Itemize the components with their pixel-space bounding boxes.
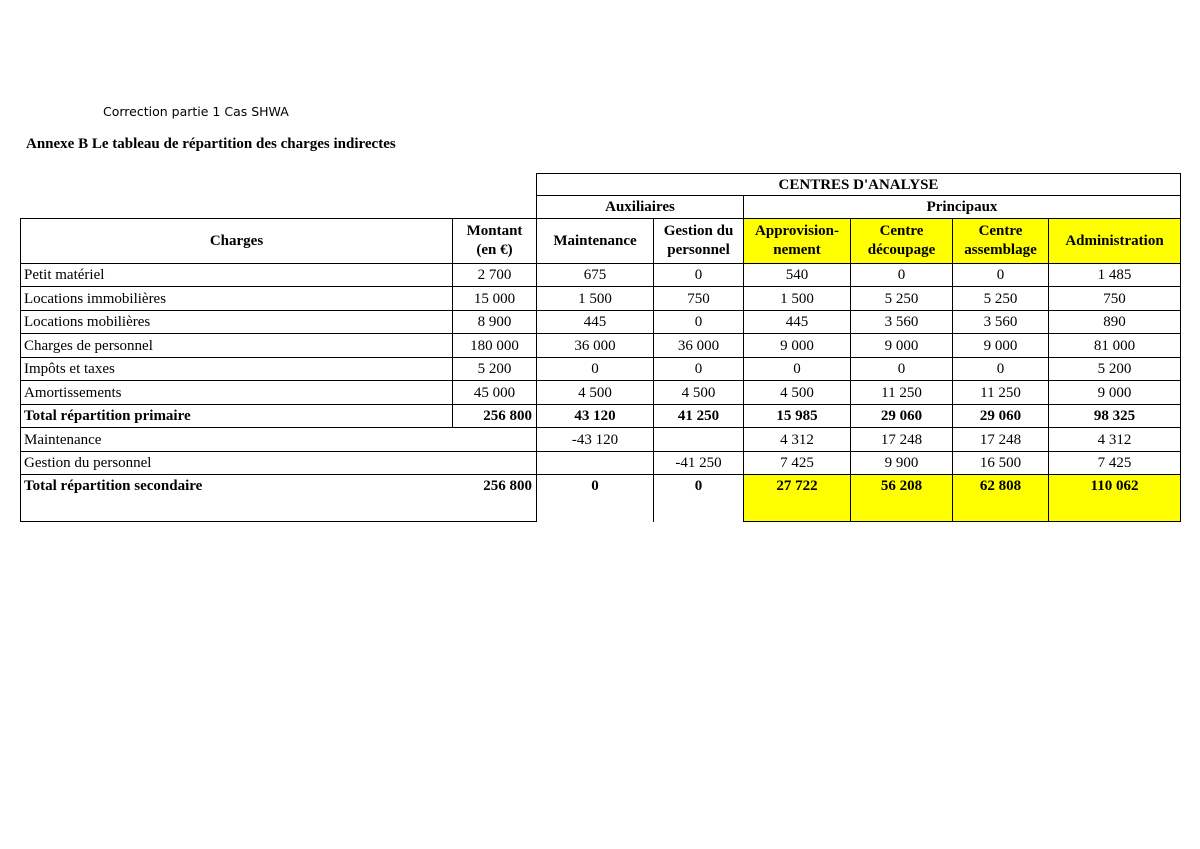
cell-maintenance: 1 500 [537, 287, 654, 311]
cell-montant: 256 800 [453, 405, 537, 428]
cell-appro: 4 500 [744, 381, 851, 405]
cell-gestion: 36 000 [654, 334, 744, 358]
cell-appro: 540 [744, 264, 851, 287]
col-header-approvisionnement: Approvision-nement [744, 219, 851, 264]
cell-decoupage: 17 248 [851, 428, 953, 452]
maintenance-distribution-row [21, 428, 1181, 452]
col-header-maintenance: Maintenance [537, 219, 654, 264]
cell-admin: 81 000 [1049, 334, 1181, 358]
cell-assemblage: 11 250 [953, 381, 1049, 405]
cell-decoupage: 11 250 [851, 381, 953, 405]
table-row [21, 287, 1181, 311]
table-row [21, 381, 1181, 405]
cell-maintenance: 0 [537, 358, 654, 381]
cell-maintenance: 675 [537, 264, 654, 287]
row-label: Total répartition secondaire [21, 475, 453, 522]
cell-appro: 4 312 [744, 428, 851, 452]
cell-montant: 256 800 [453, 475, 537, 522]
principaux-header: Principaux [744, 196, 1181, 219]
cell-decoupage: 29 060 [851, 405, 953, 428]
cell-assemblage: 0 [953, 358, 1049, 381]
cell-maintenance: 43 120 [537, 405, 654, 428]
cell-maintenance [537, 452, 654, 475]
cell-appro: 0 [744, 358, 851, 381]
cell-appro: 445 [744, 311, 851, 334]
total-primaire-row [21, 405, 1181, 428]
cell-admin: 98 325 [1049, 405, 1181, 428]
col-header-administration: Administration [1049, 219, 1181, 264]
col-header-montant: Montant (en €) [453, 219, 537, 264]
cell-appro: 9 000 [744, 334, 851, 358]
cell-gestion [654, 428, 744, 452]
cell-maintenance: 0 [537, 475, 654, 522]
cell-assemblage: 16 500 [953, 452, 1049, 475]
cell-decoupage: 9 000 [851, 334, 953, 358]
cell-assemblage: 3 560 [953, 311, 1049, 334]
col-header-charges: Charges [21, 219, 453, 264]
cell-gestion: -41 250 [654, 452, 744, 475]
cell-maintenance: -43 120 [537, 428, 654, 452]
cell-montant: 8 900 [453, 311, 537, 334]
row-label: Petit matériel [21, 264, 453, 287]
row-label: Charges de personnel [21, 334, 453, 358]
cell-montant: 5 200 [453, 358, 537, 381]
cell-admin: 890 [1049, 311, 1181, 334]
centres-analyse-header: CENTRES D'ANALYSE [537, 174, 1181, 196]
auxiliaires-header: Auxiliaires [537, 196, 744, 219]
row-label: Gestion du personnel [21, 452, 537, 475]
row-label: Amortissements [21, 381, 453, 405]
cell-gestion: 0 [654, 311, 744, 334]
table-row [21, 334, 1181, 358]
cell-assemblage: 62 808 [953, 475, 1049, 522]
document-subtitle: Correction partie 1 Cas SHWA [103, 104, 289, 119]
cell-appro: 1 500 [744, 287, 851, 311]
col-header-decoupage: Centre découpage [851, 219, 953, 264]
cell-montant: 15 000 [453, 287, 537, 311]
cell-decoupage: 9 900 [851, 452, 953, 475]
cell-gestion: 0 [654, 264, 744, 287]
gestion-distribution-row [21, 452, 1181, 475]
cell-admin: 110 062 [1049, 475, 1181, 522]
cell-admin: 4 312 [1049, 428, 1181, 452]
cell-assemblage: 5 250 [953, 287, 1049, 311]
cell-admin: 9 000 [1049, 381, 1181, 405]
cell-gestion: 4 500 [654, 381, 744, 405]
cell-gestion: 0 [654, 358, 744, 381]
cell-admin: 1 485 [1049, 264, 1181, 287]
cell-admin: 7 425 [1049, 452, 1181, 475]
row-label: Locations immobilières [21, 287, 453, 311]
cell-gestion: 750 [654, 287, 744, 311]
charges-distribution-table [20, 173, 1181, 522]
cell-appro: 27 722 [744, 475, 851, 522]
cell-admin: 750 [1049, 287, 1181, 311]
cell-montant: 2 700 [453, 264, 537, 287]
row-label: Impôts et taxes [21, 358, 453, 381]
cell-decoupage: 0 [851, 358, 953, 381]
cell-decoupage: 5 250 [851, 287, 953, 311]
annex-heading: Annexe B Le tableau de répartition des charges indirectes [26, 136, 396, 152]
cell-assemblage: 29 060 [953, 405, 1049, 428]
cell-gestion: 41 250 [654, 405, 744, 428]
cell-assemblage: 9 000 [953, 334, 1049, 358]
cell-maintenance: 36 000 [537, 334, 654, 358]
table-row [21, 358, 1181, 381]
row-label: Maintenance [21, 428, 537, 452]
col-header-gestion: Gestion du personnel [654, 219, 744, 264]
cell-maintenance: 445 [537, 311, 654, 334]
cell-appro: 7 425 [744, 452, 851, 475]
table-row [21, 311, 1181, 334]
cell-maintenance: 4 500 [537, 381, 654, 405]
cell-admin: 5 200 [1049, 358, 1181, 381]
table-row [21, 264, 1181, 287]
cell-decoupage: 0 [851, 264, 953, 287]
total-secondaire-row [21, 475, 1181, 522]
row-label: Locations mobilières [21, 311, 453, 334]
cell-decoupage: 56 208 [851, 475, 953, 522]
cell-gestion: 0 [654, 475, 744, 522]
cell-montant: 180 000 [453, 334, 537, 358]
cell-montant: 45 000 [453, 381, 537, 405]
cell-appro: 15 985 [744, 405, 851, 428]
row-label: Total répartition primaire [21, 405, 453, 428]
cell-decoupage: 3 560 [851, 311, 953, 334]
col-header-assemblage: Centre assemblage [953, 219, 1049, 264]
cell-assemblage: 17 248 [953, 428, 1049, 452]
cell-assemblage: 0 [953, 264, 1049, 287]
